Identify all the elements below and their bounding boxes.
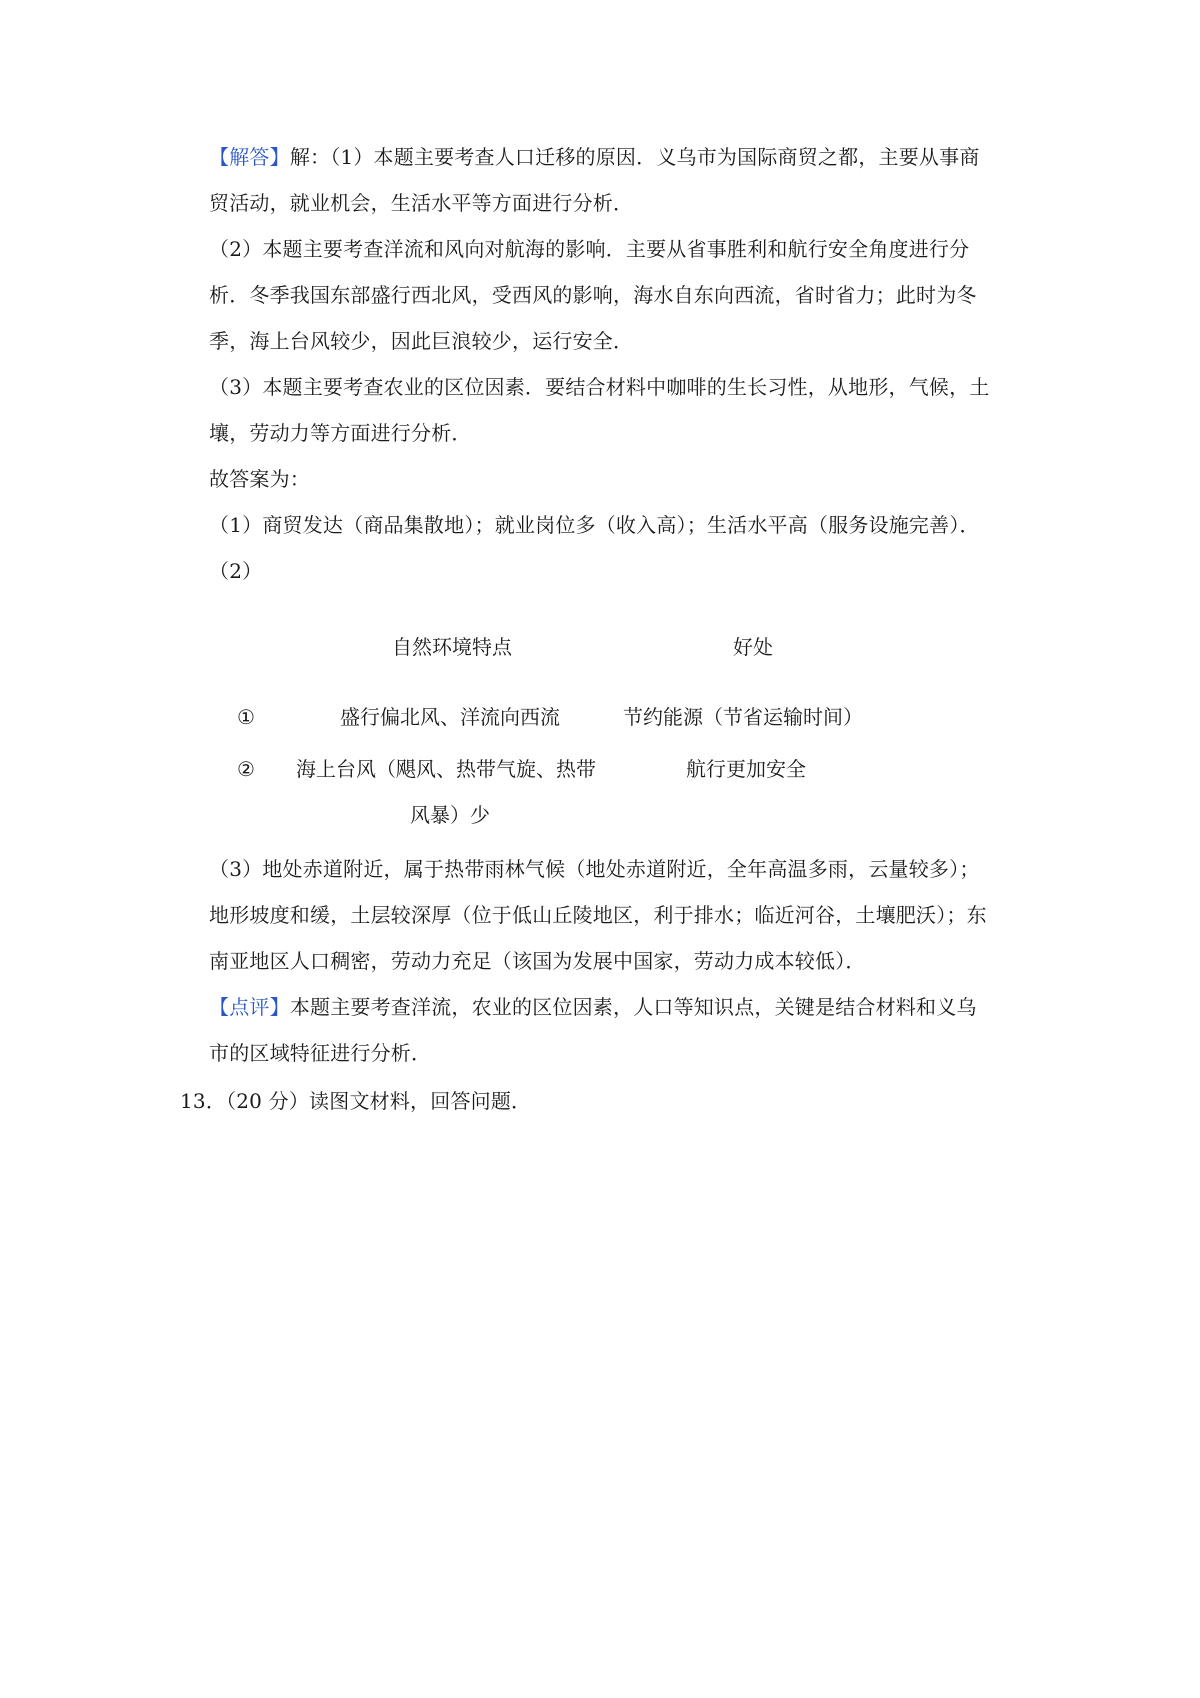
table-row-2-mark: ② xyxy=(237,757,255,781)
comment-tag: 【点评】 xyxy=(209,995,290,1019)
solution-p3-line-1: （3）本题主要考查农业的区位因素．要结合材料中咖啡的生长习性，从地形，气候，土 xyxy=(209,375,990,399)
table-row-1-mark: ① xyxy=(237,705,255,729)
table-row-1-benefit: 节约能源（节省运输时间） xyxy=(623,705,863,729)
table-header-feature: 自然环境特点 xyxy=(392,635,512,659)
comment-line-2: 市的区域特征进行分析． xyxy=(209,1041,432,1065)
solution-p2-line-3: 季，海上台风较少，因此巨浪较少，运行安全． xyxy=(209,329,634,353)
answer-3-line-1: （3）地处赤道附近，属于热带雨林气候（地处赤道附近，全年高温多雨，云量较多）； xyxy=(209,857,980,881)
answer-1: （1）商贸发达（商品集散地）；就业岗位多（收入高）；生活水平高（服务设施完善）． xyxy=(209,513,980,537)
answer-2-label: （2） xyxy=(209,559,263,583)
solution-tag: 【解答】 xyxy=(209,145,290,169)
table-row-2-benefit: 航行更加安全 xyxy=(686,757,806,781)
solution-line-1 xyxy=(209,143,980,171)
answer-3-line-2: 地形坡度和缓，土层较深厚（位于低山丘陵地区，利于排水；临近河谷，土壤肥沃）；东 xyxy=(209,903,987,927)
comment-text: 本题主要考查洋流，农业的区位因素，人口等知识点，关键是结合材料和义乌 xyxy=(289,995,977,1019)
table-row-1-feature: 盛行偏北风、洋流向西流 xyxy=(340,705,560,729)
solution-line-2: 贸活动，就业机会，生活水平等方面进行分析． xyxy=(209,191,634,215)
answer-intro: 故答案为： xyxy=(209,467,310,491)
table-header-benefit: 好处 xyxy=(733,635,773,659)
solution-p3-line-2: 壤，劳动力等方面进行分析． xyxy=(209,421,472,445)
question-13: 13．（20 分）读图文材料，回答问题． xyxy=(180,1089,532,1113)
solution-p2-line-1: （2）本题主要考查洋流和风向对航海的影响．主要从省事胜利和航行安全角度进行分 xyxy=(209,237,970,261)
solution-p2-line-2: 析．冬季我国东部盛行西北风，受西风的影响，海水自东向西流，省时省力；此时为冬 xyxy=(209,283,977,307)
table-row-2-feature: 海上台风（飓风、热带气旋、热带 xyxy=(296,757,596,781)
solution-intro: 解：（1）本题主要考查人口迁移的原因．义乌市为国际商贸之都，主要从事商 xyxy=(289,145,980,169)
comment-line-1 xyxy=(209,993,977,1021)
answer-3-line-3: 南亚地区人口稠密，劳动力充足（该国为发展中国家，劳动力成本较低）． xyxy=(209,949,866,973)
table-row-2-feature-cont: 风暴）少 xyxy=(410,803,490,827)
